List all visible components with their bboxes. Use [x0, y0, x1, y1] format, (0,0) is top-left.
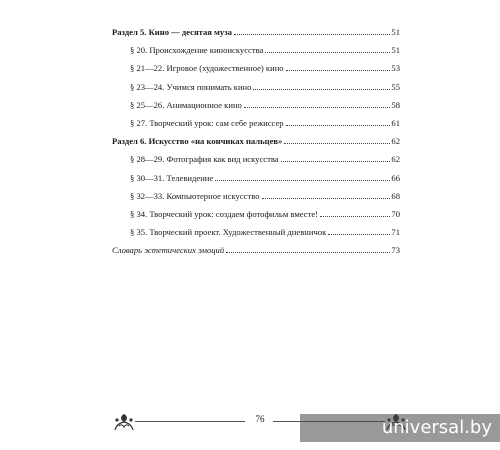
toc-entry-page: 51	[391, 27, 400, 37]
toc-entry-page: 58	[391, 99, 400, 110]
toc-item	[112, 154, 400, 164]
toc-entry-title: § 34. Творческий урок: создаем фотофильм вместе!	[130, 208, 319, 219]
toc-entry-title: § 32—33. Компьютерное искусство	[130, 190, 260, 201]
toc-entry-title: § 27. Творческий урок: сам себе режиссер	[130, 117, 284, 128]
toc-item	[112, 191, 400, 201]
toc-entry-page: 51	[391, 45, 400, 56]
flourish-ornament-icon	[113, 412, 135, 432]
toc-entry-title: § 35. Творческий проект. Художественный дневничок	[130, 227, 327, 238]
table-of-contents	[112, 27, 400, 263]
toc-entry-title: § 25—26. Анимационное кино	[130, 99, 242, 110]
toc-item	[112, 45, 400, 55]
toc-entry-title: Словарь эстетических эмоций	[112, 245, 225, 256]
toc-entry-page: 68	[391, 190, 400, 201]
toc-glossary	[112, 245, 400, 255]
page-number: 76	[255, 414, 265, 424]
leader-dots	[244, 107, 391, 108]
toc-entry-title: Раздел 6. Искусство «на кончиках пальцев»	[112, 136, 283, 147]
leader-dots	[226, 252, 390, 253]
footer-rule-left	[135, 421, 245, 422]
toc-entry-title: § 28—29. Фотография как вид искусства	[130, 154, 279, 165]
leader-dots	[286, 125, 391, 126]
leader-dots	[320, 216, 390, 217]
leader-dots	[281, 161, 391, 162]
toc-entry-page: 71	[391, 227, 400, 238]
toc-entry-page: 70	[391, 208, 400, 219]
toc-entry-page: 66	[391, 172, 400, 183]
watermark: universal.by	[300, 414, 500, 442]
toc-entry-page: 73	[391, 245, 400, 256]
toc-entry-title: § 23—24. Учимся понимать кино	[130, 81, 252, 92]
toc-entry-page: 53	[391, 63, 400, 74]
toc-entry-title: § 21—22. Игровое (художественное) кино	[130, 63, 284, 74]
toc-item	[112, 173, 400, 183]
toc-item	[112, 118, 400, 128]
toc-item	[112, 100, 400, 110]
toc-entry-page: 55	[391, 81, 400, 92]
toc-entry-page: 62	[391, 154, 400, 165]
leader-dots	[265, 52, 390, 53]
toc-section-5	[112, 27, 400, 37]
leader-dots	[253, 89, 390, 90]
leader-dots	[284, 143, 390, 144]
leader-dots	[328, 234, 390, 235]
toc-entry-title: § 20. Происхождение киноискусства	[130, 45, 264, 56]
leader-dots	[234, 34, 390, 35]
leader-dots	[215, 180, 390, 181]
toc-item	[112, 63, 400, 73]
toc-entry-title: Раздел 5. Кино — десятая муза	[112, 27, 232, 37]
toc-entry-title: § 30—31. Телевидение	[130, 172, 214, 183]
leader-dots	[262, 198, 391, 199]
toc-item	[112, 209, 400, 219]
toc-section-6	[112, 136, 400, 146]
toc-item	[112, 82, 400, 92]
toc-entry-page: 61	[391, 117, 400, 128]
toc-item	[112, 227, 400, 237]
toc-entry-page: 62	[391, 136, 400, 147]
leader-dots	[286, 70, 391, 71]
